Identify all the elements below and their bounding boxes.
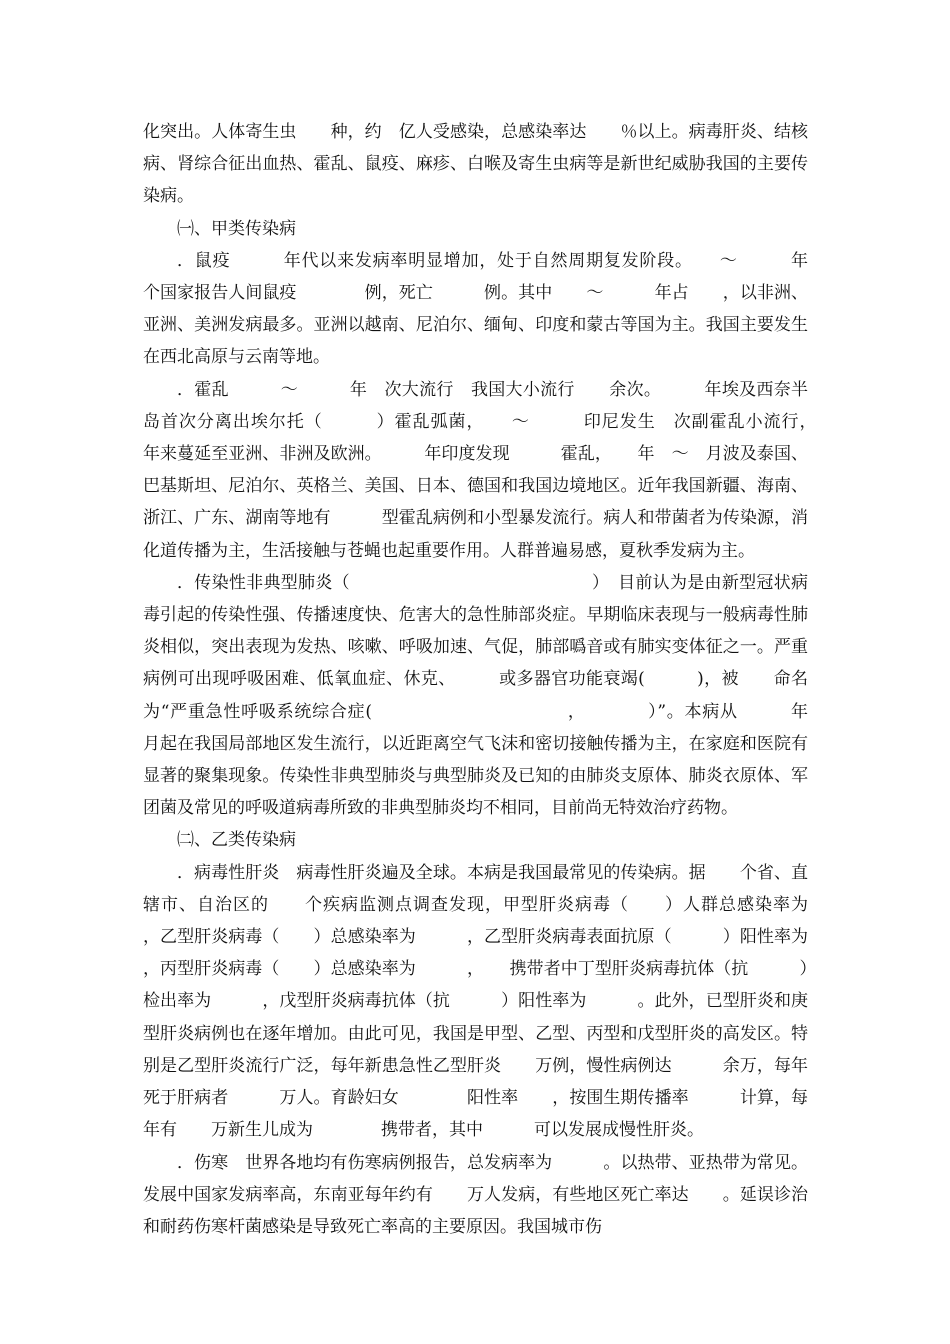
section-heading-class-b: ㈡、乙类传染病 — [177, 830, 296, 851]
paragraph-typhoid: ．伤寒 世界各地均有伤寒病例报告，总发病率为 。以热带、亚热带为常见。发展中国家发病率高，东南亚每年约有 万人发病，有些地区死亡率达 。延误诊治和耐药伤寒杆菌感染是导致死亡率高的主要原因。我国城市伤 — [143, 1152, 808, 1237]
paragraph-sars: ．传染性非典型肺炎（ ） 目前认为是由新型冠状病毒引起的传染性强、传播速度快、危害大的急性肺部炎症。早期临床表现与一般病毒性肺炎相似，突出表现为发热、咳嗽、呼吸加速、气促，肺部噅音或有肺实变体征之一。严重病例可出现呼吸困难、低氧血症、休克、 或多器官功能衰竭( )，被 命名为“严重急性呼吸系统综合症( ， ）”。本病从 年 月起在我国局部地区发生流行，以近距离空气飞沫和密切接触传播为主，在家庭和医院有显著的聚集现象。传染性非典型肺炎与典型肺炎及已知的由肺炎支原体、肺炎衣原体、军团菌及常见的呼吸道病毒所致的非典型肺炎均不相同，目前尚无特效治疗药物。 — [143, 572, 842, 819]
section-heading-class-a: ㈠、甲类传染病 — [177, 218, 296, 239]
paragraph-cholera: ．霍乱 ～ 年 次大流行 我国大小流行 余次。 年埃及西奈半岛首次分离出埃尔托（ ）霍乱弧菌， ～ 印尼发生 次副霍乱小流行， 年来蔓延至亚洲、非洲及欧洲。 年印度发现 霍乱， 年 ～ 月波及泰国、巴基斯坦、尼泊尔、英格兰、美国、日本、德国和我国边境地区。近年我国新疆、海南、浙江、广东、湖南等地有 型霍乱病例和小型暴发流行。病人和带菌者为传染源，消化道传播为主，生活接触与苍蝇也起重要作用。人群普遍易感，夏秋季发病为主。 — [143, 379, 859, 561]
paragraph-plague: ．鼠疫 年代以来发病率明显增加，处于自然周期复发阶段。 ～ 年 个国家报告人间鼠疫 例，死亡 例。其中 ～ 年占 ，以非洲、亚洲、美洲发病最多。亚洲以越南、尼泊尔、缅甸、印度和蒙古等国为主。我国主要发生在西北高原与云南等地。 — [143, 250, 842, 368]
paragraph-intro-continued: 化突出。人体寄生虫 种，约 亿人受感染，总感染率达 ％以上。病毒肝炎、结核病、肾综合征出血热、霍乱、鼠疫、麻疹、白喉及寄生虫病等是新世纪威胁我国的主要传染病。 — [143, 122, 808, 207]
document-body — [143, 116, 859, 1243]
paragraph-viral-hepatitis: ．病毒性肝炎 病毒性肝炎遍及全球。本病是我国最常见的传染病。据 个省、直辖市、自治区的 个疾病监测点调查发现，甲型肝炎病毒（ ）人群总感染率为 ，乙型肝炎病毒（ ）总感染率为 ，乙型肝炎病毒表面抗原（ ）阳性率为 ，丙型肝炎病毒（ ）总感染率为 ， 携带者中丁型肝炎病毒抗体（抗 ）检出率为 ，戊型肝炎病毒抗体（抗 ）阳性率为 。此外，已型肝炎和庚型肝炎病例也在逐年增加。由此可见，我国是甲型、乙型、丙型和戊型肝炎的高发区。特别是乙型肝炎流行广泛，每年新患急性乙型肝炎 万例，慢性病例达 余万，每年死于肝病者 万人。育龄妇女 阳性率 ，按围生期传播率 计算，每年有 万新生儿成为 携带者，其中 可以发展成慢性肝炎。 — [143, 862, 859, 1141]
